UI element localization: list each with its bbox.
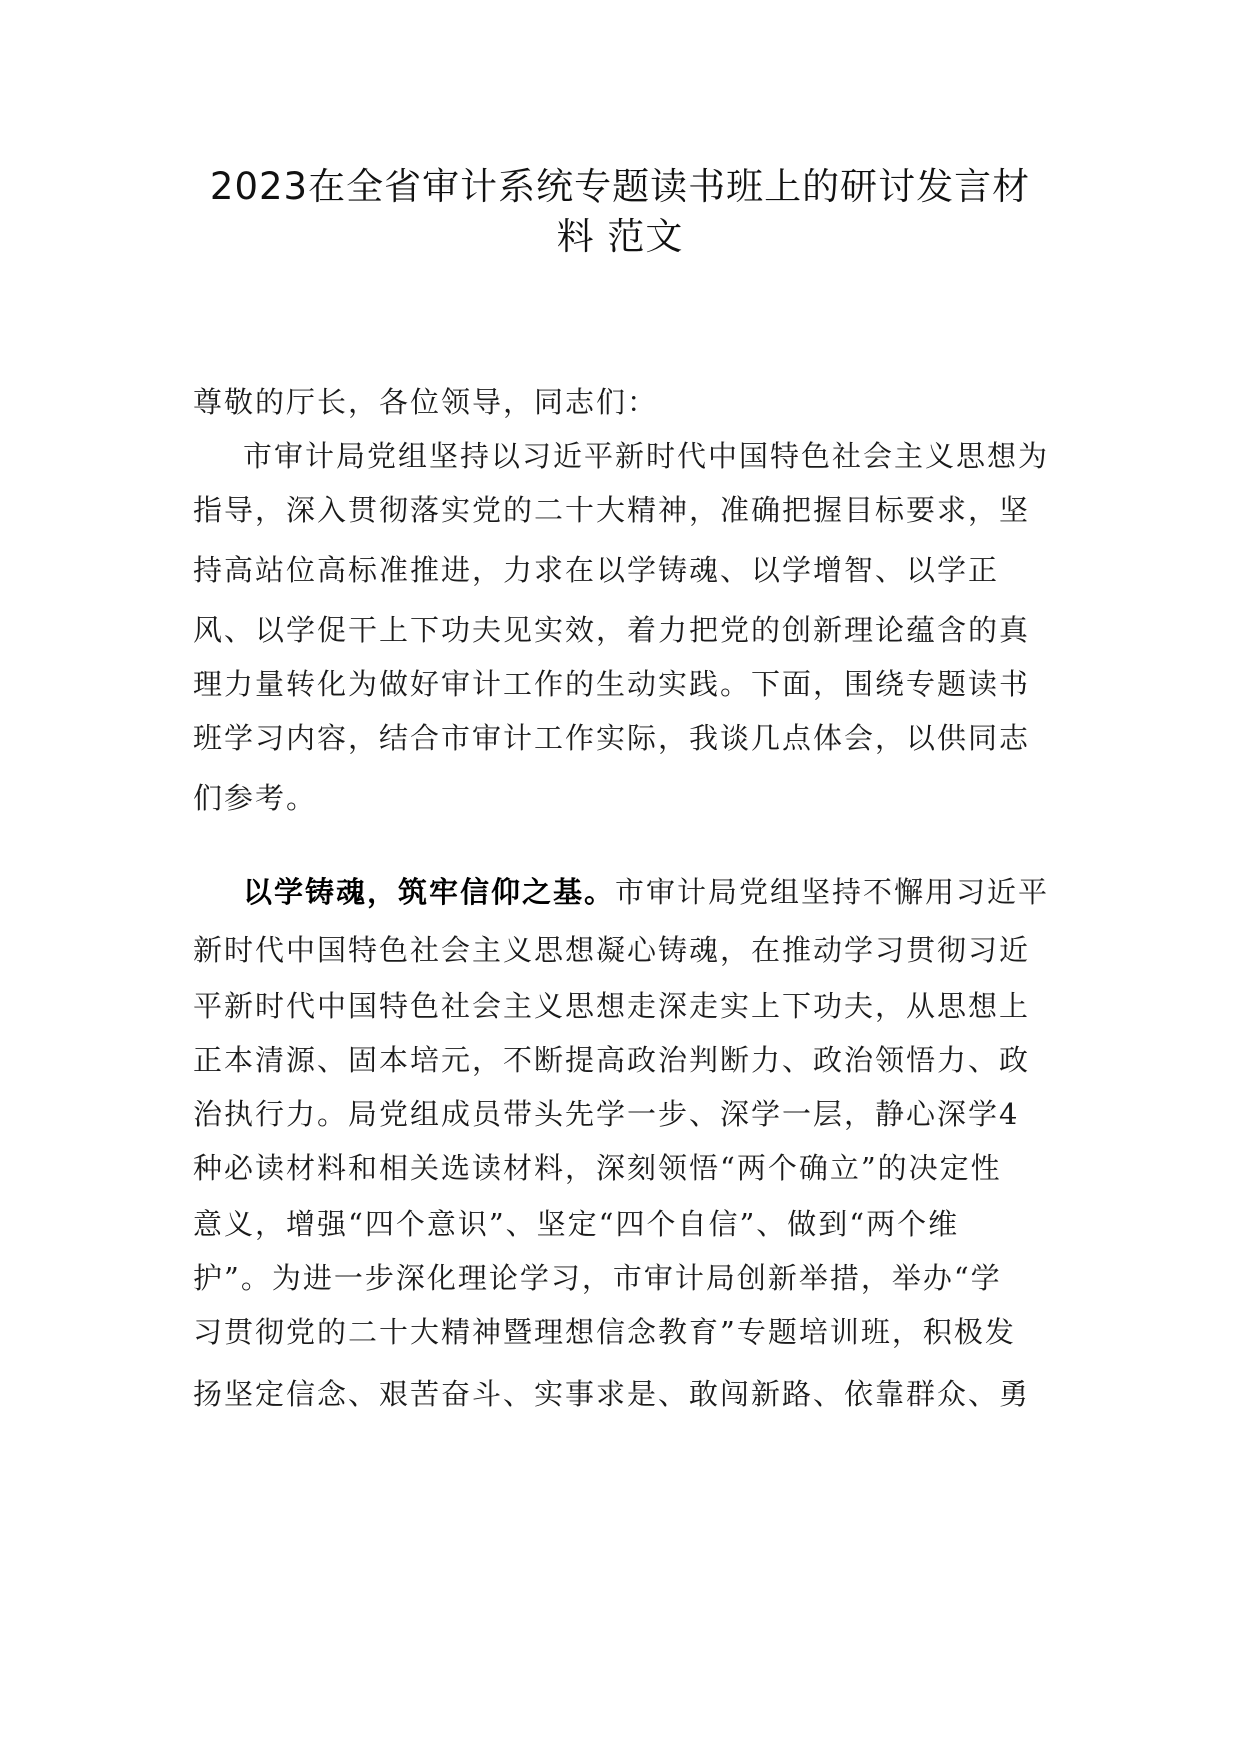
paragraph-line: 习贯彻党的二十大精神暨理想信念教育”专题培训班，积极发 — [193, 1315, 1016, 1349]
paragraph-line: 指导，深入贯彻落实党的二十大精神，准确把握目标要求，坚 — [193, 493, 1031, 527]
title-line-2: 料 范文 — [556, 215, 684, 258]
paragraph-line: 市审计局党组坚持以习近平新时代中国特色社会主义思想为 — [243, 439, 1050, 473]
paragraph-line: 平新时代中国特色社会主义思想走深走实上下功夫，从思想上 — [193, 989, 1031, 1023]
paragraph-line: 风、以学促干上下功夫见实效，着力把党的创新理论蕴含的真 — [193, 613, 1031, 647]
paragraph-line: 种必读材料和相关选读材料，深刻领悟“两个确立”的决定性 — [193, 1151, 1002, 1185]
salutation: 尊敬的厅长，各位领导，同志们： — [193, 385, 659, 419]
section-heading: 以学铸魂，筑牢信仰之基。 — [243, 875, 616, 909]
paragraph-first-line — [243, 870, 1049, 911]
paragraph-line: 理力量转化为做好审计工作的生动实践。下面，围绕专题读书 — [193, 667, 1031, 701]
paragraph-line: 意义，增强“四个意识”、坚定“四个自信”、做到“两个维 — [193, 1207, 960, 1241]
paragraph-line: 正本清源、固本培元，不断提高政治判断力、政治领悟力、政 — [193, 1043, 1031, 1077]
paragraph-line: 们参考。 — [193, 781, 318, 815]
paragraph-line: 扬坚定信念、艰苦奋斗、实事求是、敢闯新路、依靠群众、勇 — [193, 1377, 1031, 1411]
paragraph-line: 新时代中国特色社会主义思想凝心铸魂，在推动学习贯彻习近 — [193, 933, 1031, 967]
paragraph-line-rest: 市审计局党组坚持不懈用习近平 — [615, 875, 1050, 909]
paragraph-line: 持高站位高标准推进，力求在以学铸魂、以学增智、以学正 — [193, 553, 1000, 587]
title-line-1: 2023在全省审计系统专题读书班上的研讨发言材 — [209, 165, 1031, 208]
paragraph-line: 班学习内容，结合市审计工作实际，我谈几点体会，以供同志 — [193, 721, 1031, 755]
document-title — [180, 162, 1060, 262]
paragraph-line: 治执行力。局党组成员带头先学一步、深学一层，静心深学4 — [193, 1097, 1020, 1131]
paragraph-line: 护”。为进一步深化理论学习，市审计局创新举措，举办“学 — [193, 1261, 1002, 1295]
